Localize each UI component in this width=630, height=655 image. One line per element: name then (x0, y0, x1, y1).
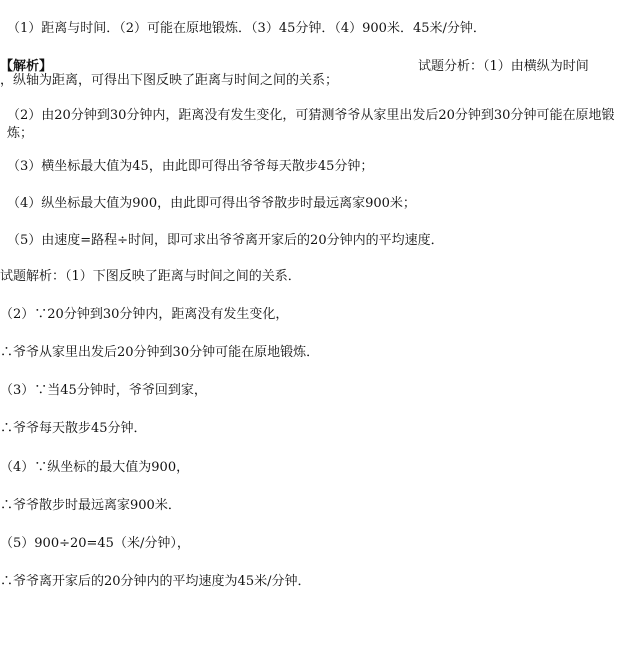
solution-line-5b: ∴爷爷离开家后的20分钟内的平均速度为45米/分钟． (0, 574, 311, 589)
analysis-label: 试题分析：（1）由横纵为时间 (418, 59, 589, 74)
analysis-paragraph-4: （4）纵坐标最大值为900，由此即可得出爷爷散步时最远离家900米； (7, 196, 416, 211)
analysis-paragraph-5: （5）由速度=路程÷时间，即可求出爷爷离开家后的20分钟内的平均速度． (7, 233, 444, 248)
solution-line-4b: ∴爷爷散步时最远离家900米． (0, 498, 181, 513)
analysis-heading: 【解析】 (0, 59, 53, 74)
solution-line-3b: ∴爷爷每天散步45分钟． (0, 421, 147, 436)
answer-line: （1）距离与时间．（2）可能在原地锻炼．（3）45分钟．（4）900米．45米/分钟． (7, 21, 486, 36)
solution-line-2a: （2）∵20分钟到30分钟内，距离没有发生变化， (0, 307, 289, 322)
solution-line-1: 试题解析：（1）下图反映了距离与时间之间的关系． (0, 269, 301, 284)
analysis-paragraph-3: （3）横坐标最大值为45，由此即可得出爷爷每天散步45分钟； (7, 159, 374, 174)
solution-line-4a: （4）∵纵坐标的最大值为900， (0, 460, 190, 475)
analysis-paragraph-2: （2）由20分钟到30分钟内，距离没有发生变化，可猜测爷爷从家里出发后20分钟到30分钟可能在原地锻炼； (7, 108, 615, 141)
solution-line-5a: （5）900÷20=45（米/分钟）， (0, 536, 190, 551)
analysis-line1: ，纵轴为距离，可得出下图反映了距离与时间之间的关系； (0, 73, 339, 88)
solution-line-2b: ∴爷爷从家里出发后20分钟到30分钟可能在原地锻炼． (0, 345, 320, 360)
solution-line-3a: （3）∵当45分钟时，爷爷回到家， (0, 383, 207, 398)
